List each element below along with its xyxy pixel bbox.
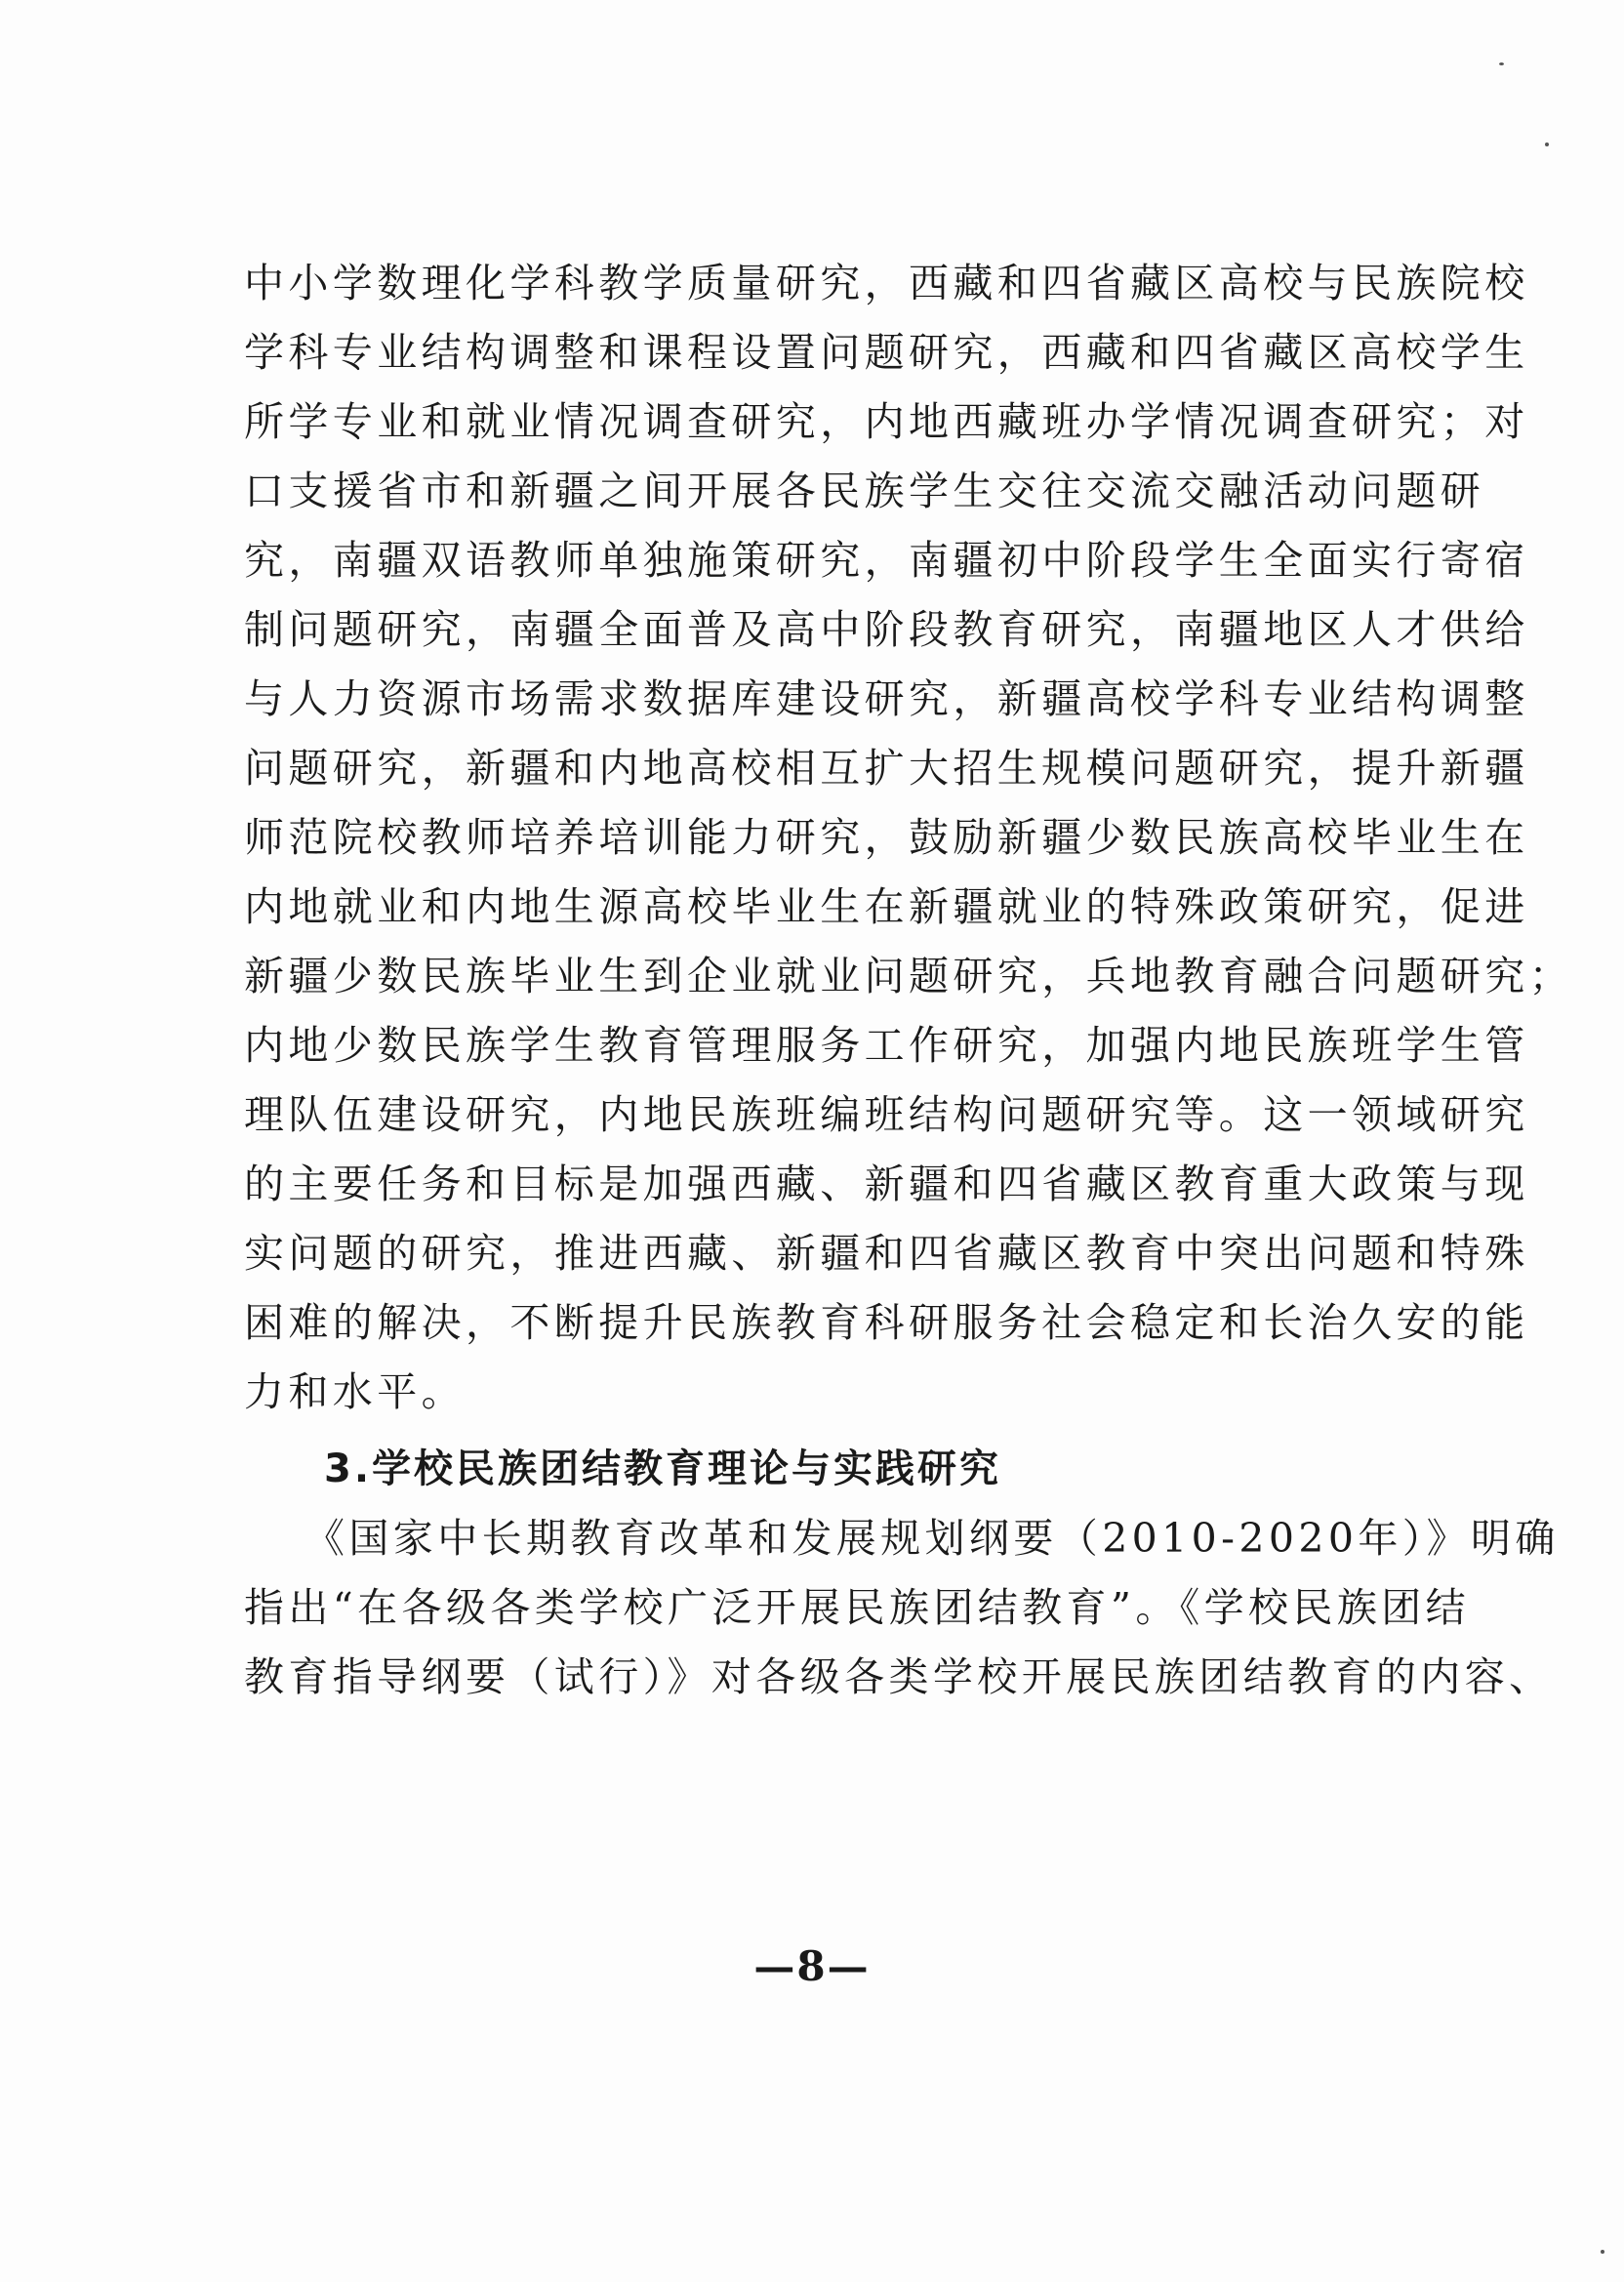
text-line: 与人力资源市场需求数据库建设研究，新疆高校学科专业结构调整	[244, 675, 1529, 722]
page-number: —8—	[753, 1942, 871, 1990]
text-line: 口支援省市和新疆之间开展各民族学生交往交流交融活动问题研	[244, 468, 1485, 514]
text-line: 困难的解决，不断提升民族教育科研服务社会稳定和长治久安的能	[244, 1299, 1529, 1346]
text-line: 的主要任务和目标是加强西藏、新疆和四省藏区教育重大政策与现	[244, 1161, 1529, 1207]
text-line: 中小学数理化学科教学质量研究，西藏和四省藏区高校与民族院校	[244, 260, 1529, 306]
body-text	[244, 249, 1573, 1712]
text-line: 实问题的研究，推进西藏、新疆和四省藏区教育中突出问题和特殊	[244, 1230, 1529, 1277]
text-line: 内地就业和内地生源高校毕业生在新疆就业的特殊政策研究，促进	[244, 883, 1529, 930]
text-line: 内地少数民族学生教育管理服务工作研究，加强内地民族班学生管	[244, 1022, 1529, 1069]
text-line: 教育指导纲要（试行）》对各级各类学校开展民族团结教育的内容、	[244, 1653, 1554, 1700]
text-line: 究，南疆双语教师单独施策研究，南疆初中阶段学生全面实行寄宿	[244, 537, 1529, 584]
text-line: 问题研究，新疆和内地高校相互扩大招生规模问题研究，提升新疆	[244, 745, 1529, 792]
text-line: 理队伍建设研究，内地民族班编班结构问题研究等。这一领域研究	[244, 1091, 1529, 1138]
text-line: 新疆少数民族毕业生到企业就业问题研究，兵地教育融合问题研究；	[244, 953, 1573, 999]
text-line: 制问题研究，南疆全面普及高中阶段教育研究，南疆地区人才供给	[244, 606, 1529, 653]
text-line: 学科专业结构调整和课程设置问题研究，西藏和四省藏区高校学生	[244, 329, 1529, 376]
scan-speck	[1601, 2250, 1604, 2254]
text-line: 《国家中长期教育改革和发展规划纲要（2010-2020年）》明确	[304, 1515, 1560, 1562]
text-line: 指出“在各级各类学校广泛开展民族团结教育”。《学校民族团结	[244, 1584, 1471, 1631]
text-line: 力和水平。	[244, 1368, 466, 1415]
text-line: 师范院校教师培养培训能力研究，鼓励新疆少数民族高校毕业生在	[244, 814, 1529, 861]
scan-speck	[1499, 62, 1504, 65]
scan-speck	[1545, 143, 1549, 146]
section-heading: 3.学校民族团结教育理论与实践研究	[324, 1447, 1002, 1491]
text-line: 所学专业和就业情况调查研究，内地西藏班办学情况调查研究；对	[244, 398, 1529, 445]
